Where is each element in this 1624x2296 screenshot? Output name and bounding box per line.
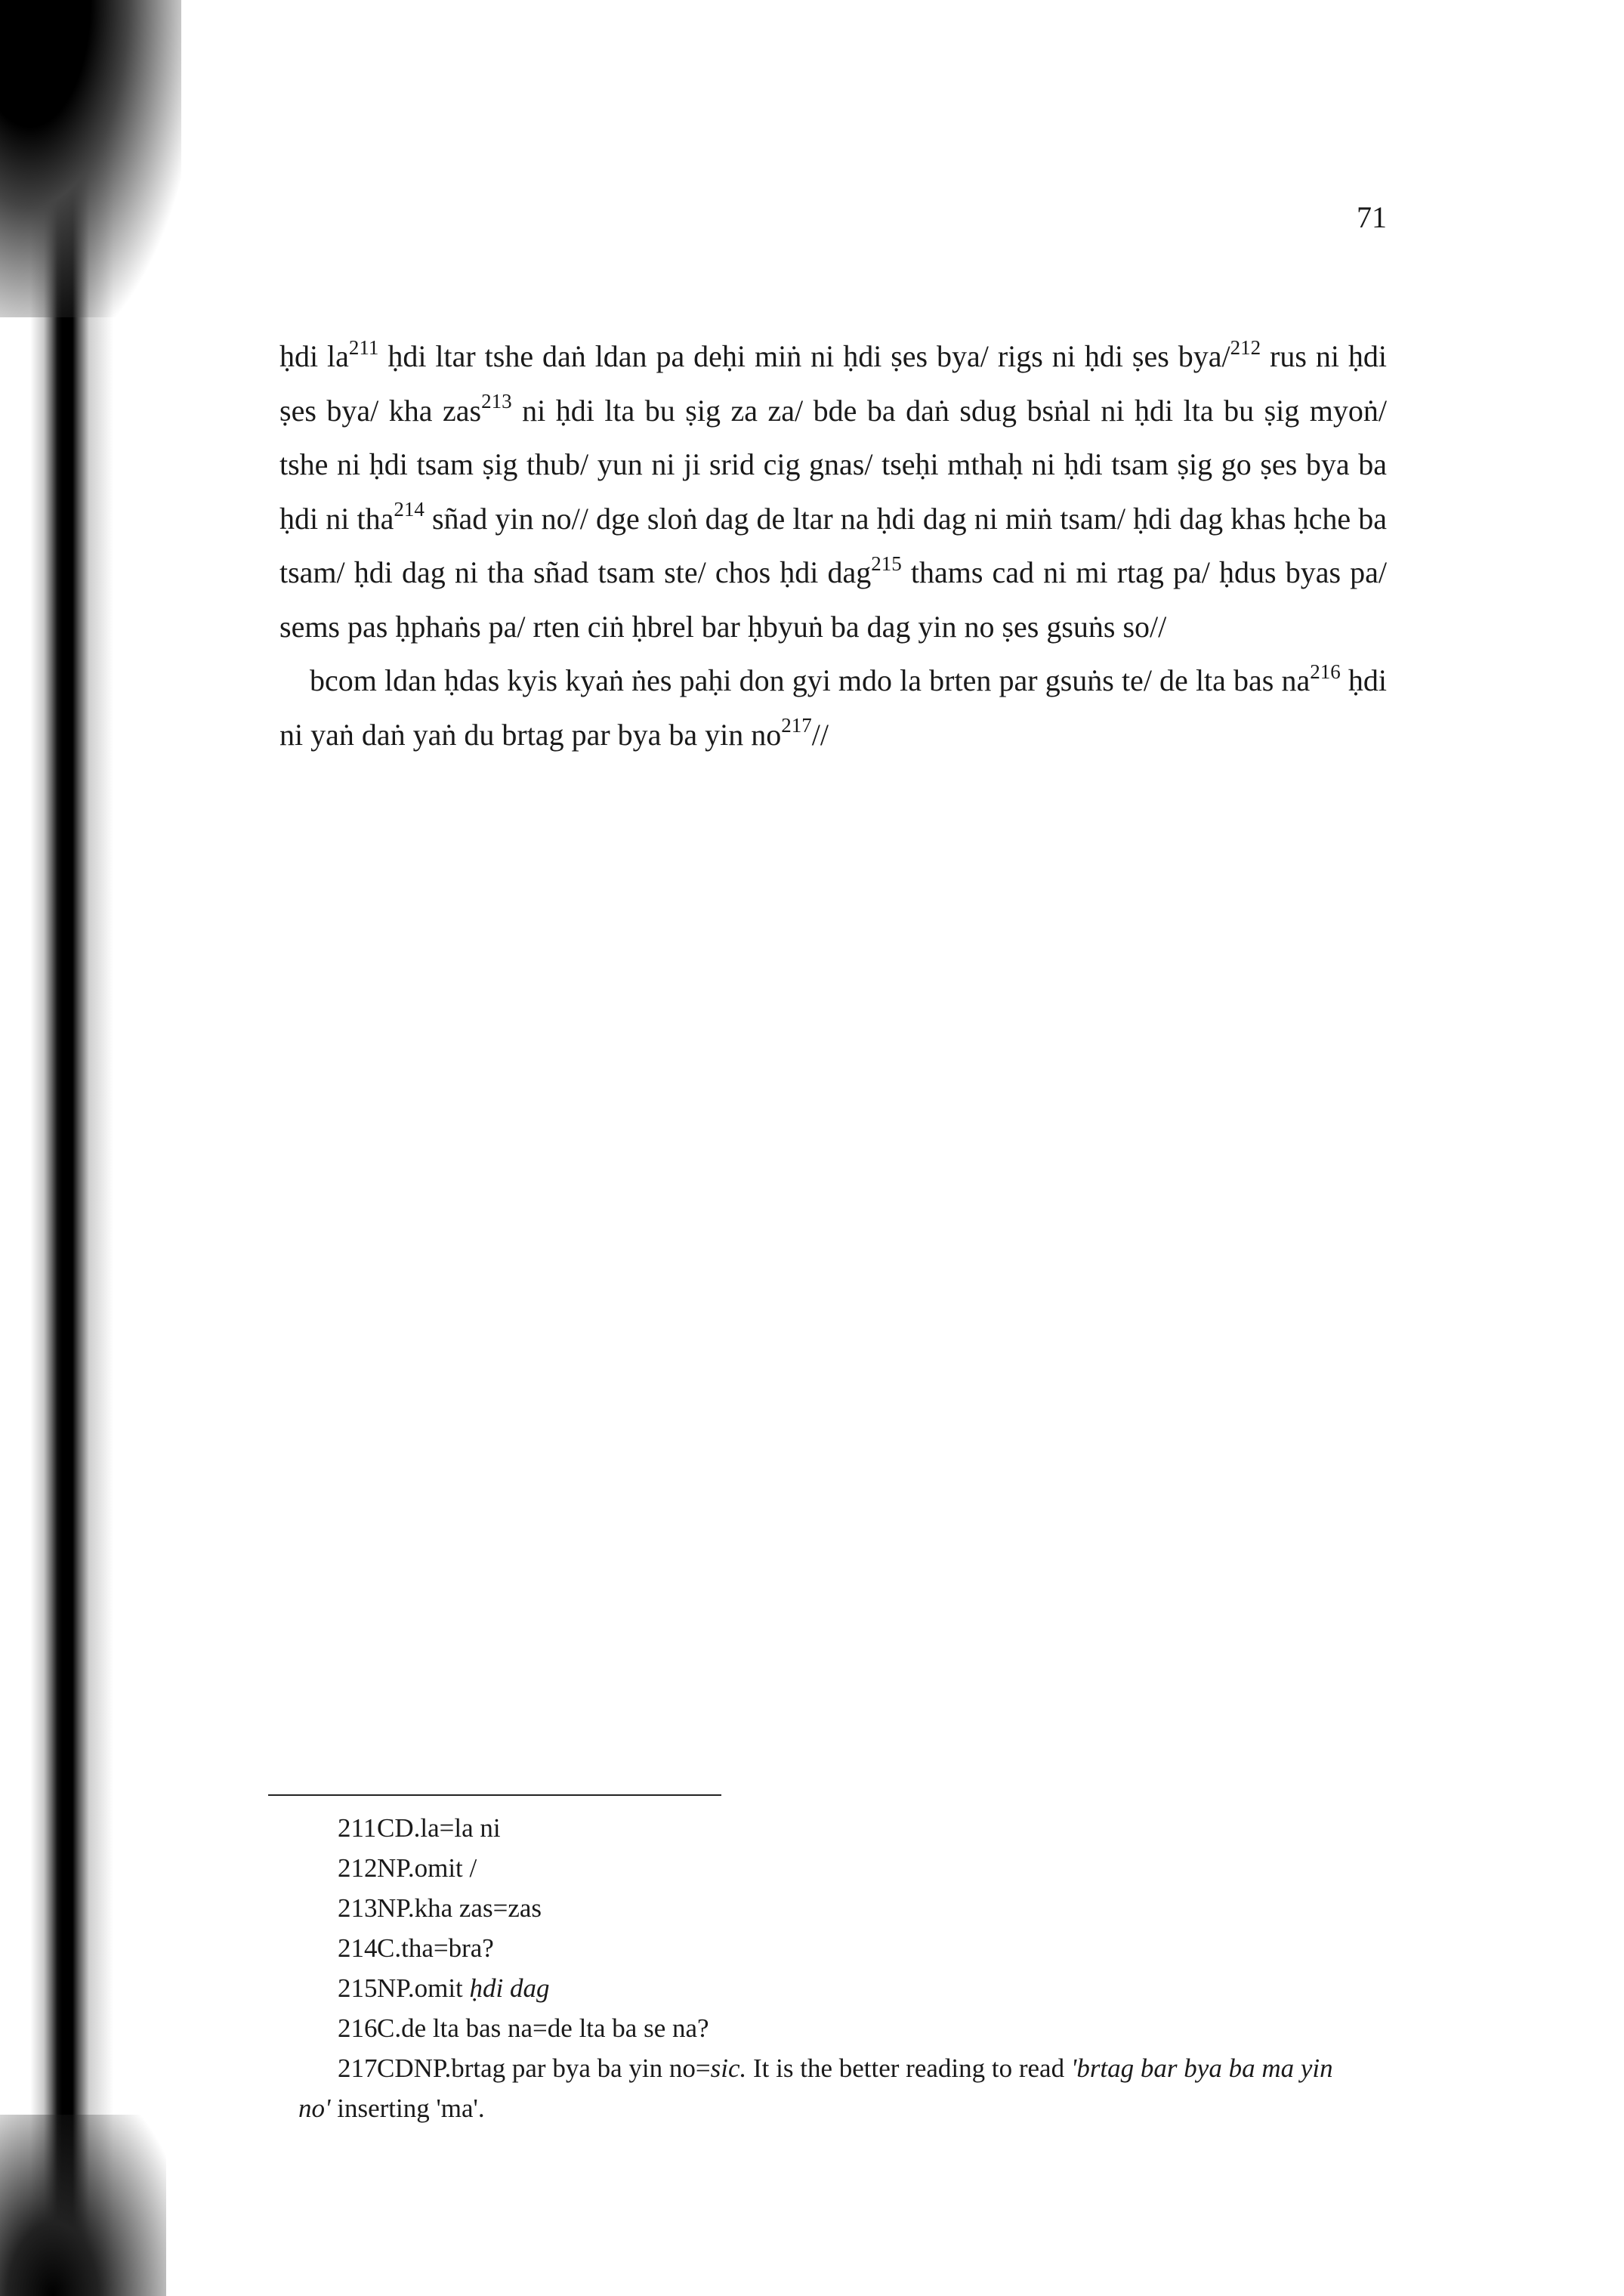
footnote-marker: 213 bbox=[481, 390, 512, 413]
page-number: 71 bbox=[1357, 200, 1387, 234]
footnote-italic: ḥdi dag bbox=[469, 1973, 550, 2003]
footnote-number: 214 bbox=[338, 1933, 378, 1963]
footnote-text: CD.la=la ni bbox=[377, 1813, 501, 1843]
footnote bbox=[298, 1888, 1356, 1928]
footnote-marker: 215 bbox=[871, 552, 902, 575]
footnote bbox=[298, 1928, 1356, 1968]
footnote-number: 216 bbox=[338, 2013, 378, 2043]
footnote-number: 211 bbox=[338, 1813, 377, 1843]
footnote-number: 217 bbox=[338, 2053, 378, 2083]
footnote-marker: 211 bbox=[348, 335, 379, 359]
footnote-text: CDNP.brtag par bya ba yin no=sic. It is the better reading to read 'brtag bar bya ba ma yin no' inserting 'ma'. bbox=[298, 2053, 1333, 2123]
footnote-marker: 214 bbox=[394, 498, 425, 521]
footnote-text: NP.kha zas=zas bbox=[377, 1893, 542, 1923]
main-text bbox=[279, 329, 1387, 762]
paragraph: ḥdi $la^{211}$ ḥdi ltar tshe daṅ ldan pa deḥi miṅ ni ḥdi ṣes bya/ rigs ni ḥdi ṣes bya/$^{212}$ rus ni ḥdi ṣes bya/ kha zas$^{213}$ ni ḥdi lta bu ṣig za za/ bde ba daṅ sdug bsṅal ni ḥdi lta bu ṣig myoṅ/ tshe ni ḥdi tsam ṣig thub/ yun ni ji srid cig gnas/ tseḥi mthaḥ ni ḥdi tsam ṣig go ṣes bya ba ḥdi ni tha$^{214}$ sñad yin no// dge sloṅ dag de ltar na ḥdi dag ni miṅ tsam/ ḥdi dag khas ḥche ba tsam/ ḥdi dag ni tha sñad tsam ste/ chos ḥdi dag$^{215}$ thams cad ni mi rtag pa/ ḥdus byas pa/ sems pas ḥphaṅs pa/ rten ciṅ ḥbrel bar ḥbyuṅ ba dag yin no ṣes gsuṅs so// bbox=[279, 335, 1388, 644]
footnote-number: 215 bbox=[338, 1973, 378, 2003]
book-binding-shadow-top bbox=[0, 0, 181, 317]
footnotes bbox=[298, 1808, 1356, 2128]
footnote-separator bbox=[268, 1794, 721, 1796]
footnote bbox=[298, 1968, 1356, 2008]
footnote-number: 212 bbox=[338, 1853, 378, 1883]
footnote-marker: 212 bbox=[1230, 335, 1261, 359]
footnote-italic: sic. bbox=[710, 2053, 747, 2083]
footnote-text: NP.omit / bbox=[377, 1853, 477, 1883]
footnote bbox=[298, 2048, 1356, 2128]
footnote-text: C.de lta bas na=de lta ba se na? bbox=[377, 2013, 709, 2043]
footnote-marker: 217 bbox=[781, 714, 812, 737]
book-binding-shadow bbox=[0, 0, 174, 2296]
book-binding-shadow-bottom bbox=[0, 2115, 166, 2296]
footnote-text: NP.omit bbox=[377, 1973, 470, 2003]
footnote-number: 213 bbox=[338, 1893, 378, 1923]
paragraph: bcom ldan ḥdas kyis kyaṅ ṅes paḥi don gyi mdo la brten par gsuṅs te/ de lta bas $na^{216}$ ḥdi ni yaṅ daṅ yaṅ du brtag par bya ba yin $no^{217}//$ bbox=[279, 660, 1387, 752]
footnote bbox=[298, 2008, 1356, 2048]
footnote-italic: 'brtag bar bya ba ma yin no' bbox=[298, 2053, 1333, 2123]
footnote bbox=[298, 1848, 1356, 1888]
footnote-marker: 216 bbox=[1310, 660, 1341, 683]
footnote-text: C.tha=bra? bbox=[377, 1933, 494, 1963]
footnote bbox=[298, 1808, 1356, 1848]
